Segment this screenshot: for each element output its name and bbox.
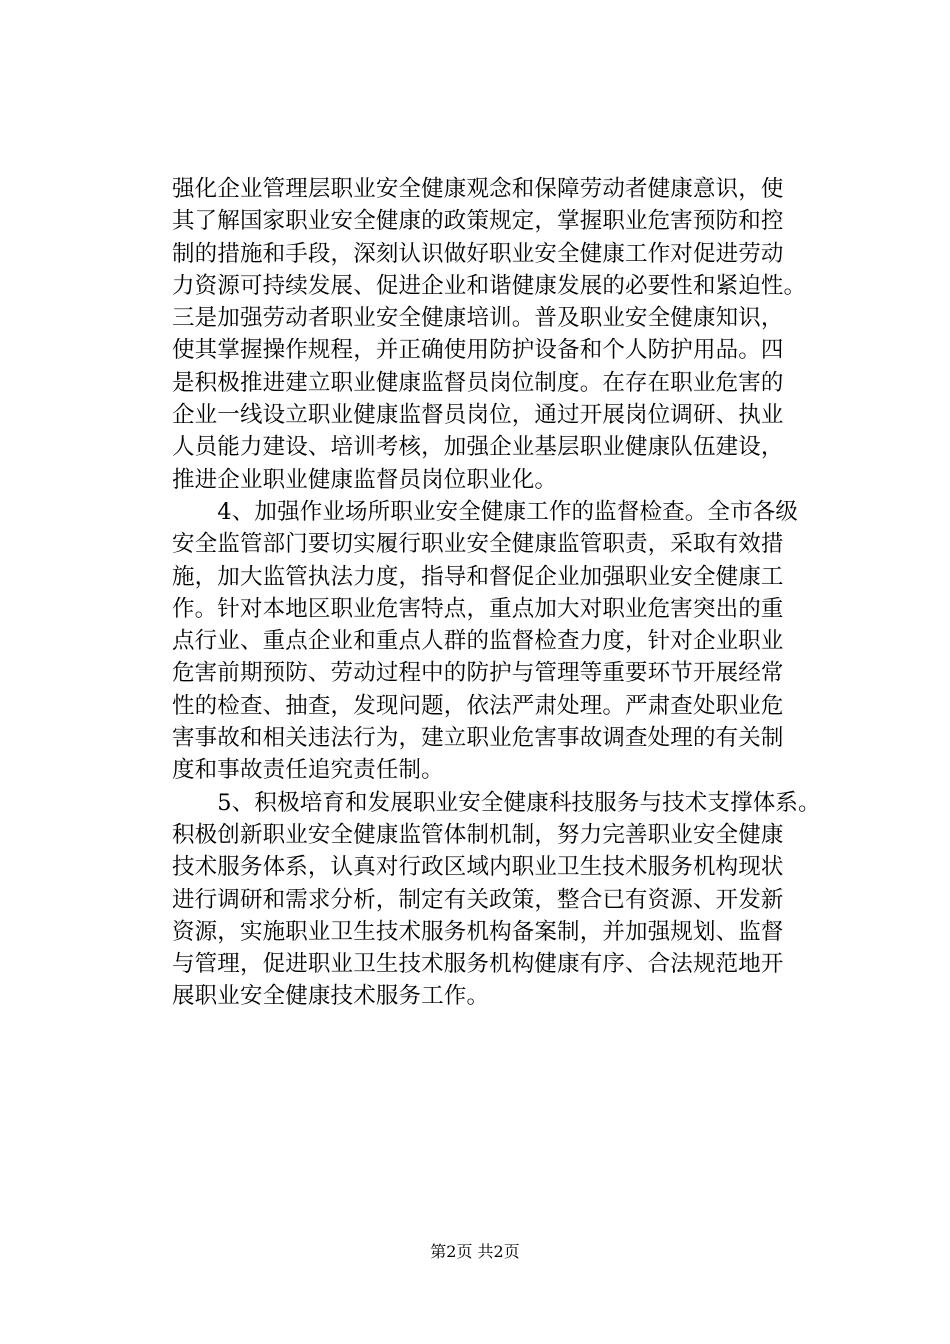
text-line: 害事故和相关违法行为，建立职业危害事故调查处理的有关制 <box>172 725 784 752</box>
text-line: 资源，实施职业卫生技术服务机构备案制，并加强规划、监督 <box>172 918 784 945</box>
text-line: 使其掌握操作规程，并正确使用防护设备和个人防护用品。四 <box>172 337 784 364</box>
paragraph-5-first-line: 5、积极培育和发展职业安全健康科技服务与技术支撑体系。 <box>172 789 821 816</box>
document-body <box>172 173 821 1013</box>
text-line: 点行业、重点企业和重点人群的监督检查力度，针对企业职业 <box>172 628 784 655</box>
text-line: 展职业安全健康技术服务工作。 <box>172 983 490 1010</box>
text-line: 进行调研和需求分析，制定有关政策，整合已有资源、开发新 <box>172 886 784 913</box>
text-line: 三是加强劳动者职业安全健康培训。普及职业安全健康知识， <box>172 305 784 332</box>
text-line: 力资源可持续发展、促进企业和谐健康发展的必要性和紧迫性。 <box>172 272 807 299</box>
text-line: 度和事故责任追究责任制。 <box>172 757 444 784</box>
paragraph-4-first-line: 4、加强作业场所职业安全健康工作的监督检查。全市各级 <box>172 498 799 525</box>
text-line: 推进企业职业健康监督员岗位职业化。 <box>172 466 558 493</box>
text-line: 技术服务体系，认真对行政区域内职业卫生技术服务机构现状 <box>172 854 784 881</box>
text-line: 施，加大监管执法力度，指导和督促企业加强职业安全健康工 <box>172 563 784 590</box>
text-line: 强化企业管理层职业安全健康观念和保障劳动者健康意识，使 <box>172 176 784 202</box>
text-line: 是积极推进建立职业健康监督员岗位制度。在存在职业危害的 <box>172 369 784 396</box>
text-line: 危害前期预防、劳动过程中的防护与管理等重要环节开展经常 <box>172 660 784 687</box>
page-footer <box>0 1242 950 1262</box>
text-line: 性的检查、抽查，发现问题，依法严肃处理。严肃查处职业危 <box>172 692 784 719</box>
text-line: 企业一线设立职业健康监督员岗位，通过开展岗位调研、执业 <box>172 402 784 429</box>
text-line: 制的措施和手段，深刻认识做好职业安全健康工作对促进劳动 <box>172 240 784 267</box>
page-number-indicator: 第2页 共2页 <box>430 1242 520 1261</box>
text-line: 与管理，促进职业卫生技术服务机构健康有序、合法规范地开 <box>172 951 784 978</box>
text-line: 其了解国家职业安全健康的政策规定，掌握职业危害预防和控 <box>172 208 784 235</box>
text-line: 安全监管部门要切实履行职业安全健康监管职责，采取有效措 <box>172 531 784 558</box>
text-line: 作。针对本地区职业危害特点，重点加大对职业危害突出的重 <box>172 595 784 622</box>
text-line: 人员能力建设、培训考核，加强企业基层职业健康队伍建设， <box>172 434 784 461</box>
text-line: 积极创新职业安全健康监管体制机制，努力完善职业安全健康 <box>172 821 784 848</box>
